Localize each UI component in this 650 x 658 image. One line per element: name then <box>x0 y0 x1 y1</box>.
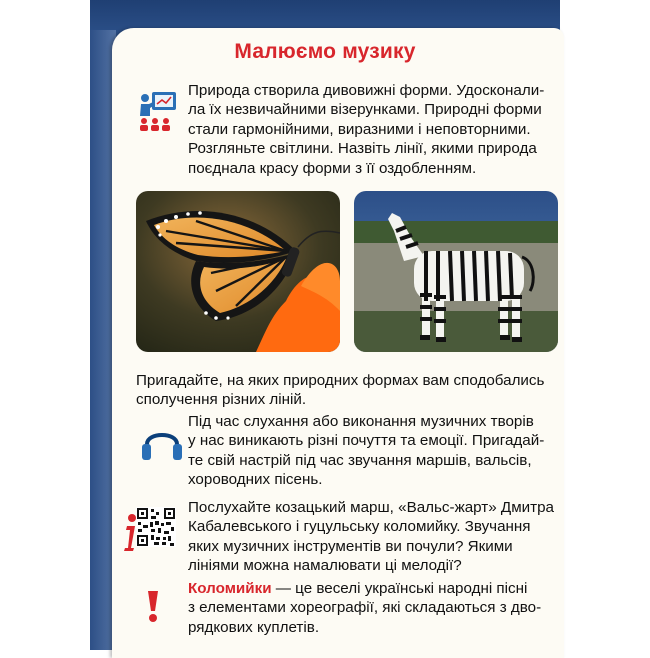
intro-line: ла їх незвичайними візерунками. Природні форми <box>188 101 542 119</box>
page-title: Малюємо музику <box>234 40 416 63</box>
info-line: Послухайте козацький марш, «Вальс-жарт» Дмитра <box>188 499 554 516</box>
zebra-photo <box>354 191 558 352</box>
headphones-icon <box>140 422 184 462</box>
intro-paragraph <box>188 81 560 178</box>
listen-paragraph <box>188 412 560 490</box>
definition-term: Коломийки <box>188 580 272 597</box>
definition-line: рядкових куплетів. <box>188 618 320 636</box>
listen-line: те свій настрій під час звучання маршів, вальсів, <box>188 451 532 469</box>
definition-text: — це веселі українські народні пісні <box>271 580 528 597</box>
butterfly-photo <box>136 191 340 352</box>
listen-line: Під час слухання або виконання музичних творів <box>188 413 534 430</box>
qr-code-icon[interactable] <box>136 507 176 547</box>
listen-line: у нас виникають різні почуття та емоції. Пригадай- <box>188 432 545 450</box>
info-paragraph <box>188 498 560 576</box>
info-line: лініями можна намалювати ці мелодії? <box>188 557 462 575</box>
remember-line: сполучення різних ліній. <box>136 391 307 409</box>
intro-line: Розгляньте світлини. Назвіть лінії, якими природа <box>188 140 537 158</box>
definition-line <box>188 579 560 598</box>
definition-line: з елементами хореографії, які складаються з дво- <box>188 599 542 617</box>
remember-paragraph <box>136 371 560 410</box>
exclamation-icon <box>146 589 160 623</box>
remember-line: Пригадайте, на яких природних формах вам сподобались <box>136 372 545 389</box>
intro-line: Природа створила дивовижні форми. Удосконали- <box>188 82 545 99</box>
definition-paragraph <box>188 579 560 637</box>
listen-line: хороводних пісень. <box>188 471 323 489</box>
teacher-board-icon <box>136 88 180 132</box>
intro-line: поєднала красу форми з її оздобленням. <box>188 159 477 177</box>
info-line: яких музичних інструментів ви почули? Якими <box>188 537 513 555</box>
info-line: Кабалевського і гуцульську коломийку. Звучання <box>188 518 531 536</box>
intro-line: стали гармонійними, виразними і неповторними. <box>188 120 531 138</box>
